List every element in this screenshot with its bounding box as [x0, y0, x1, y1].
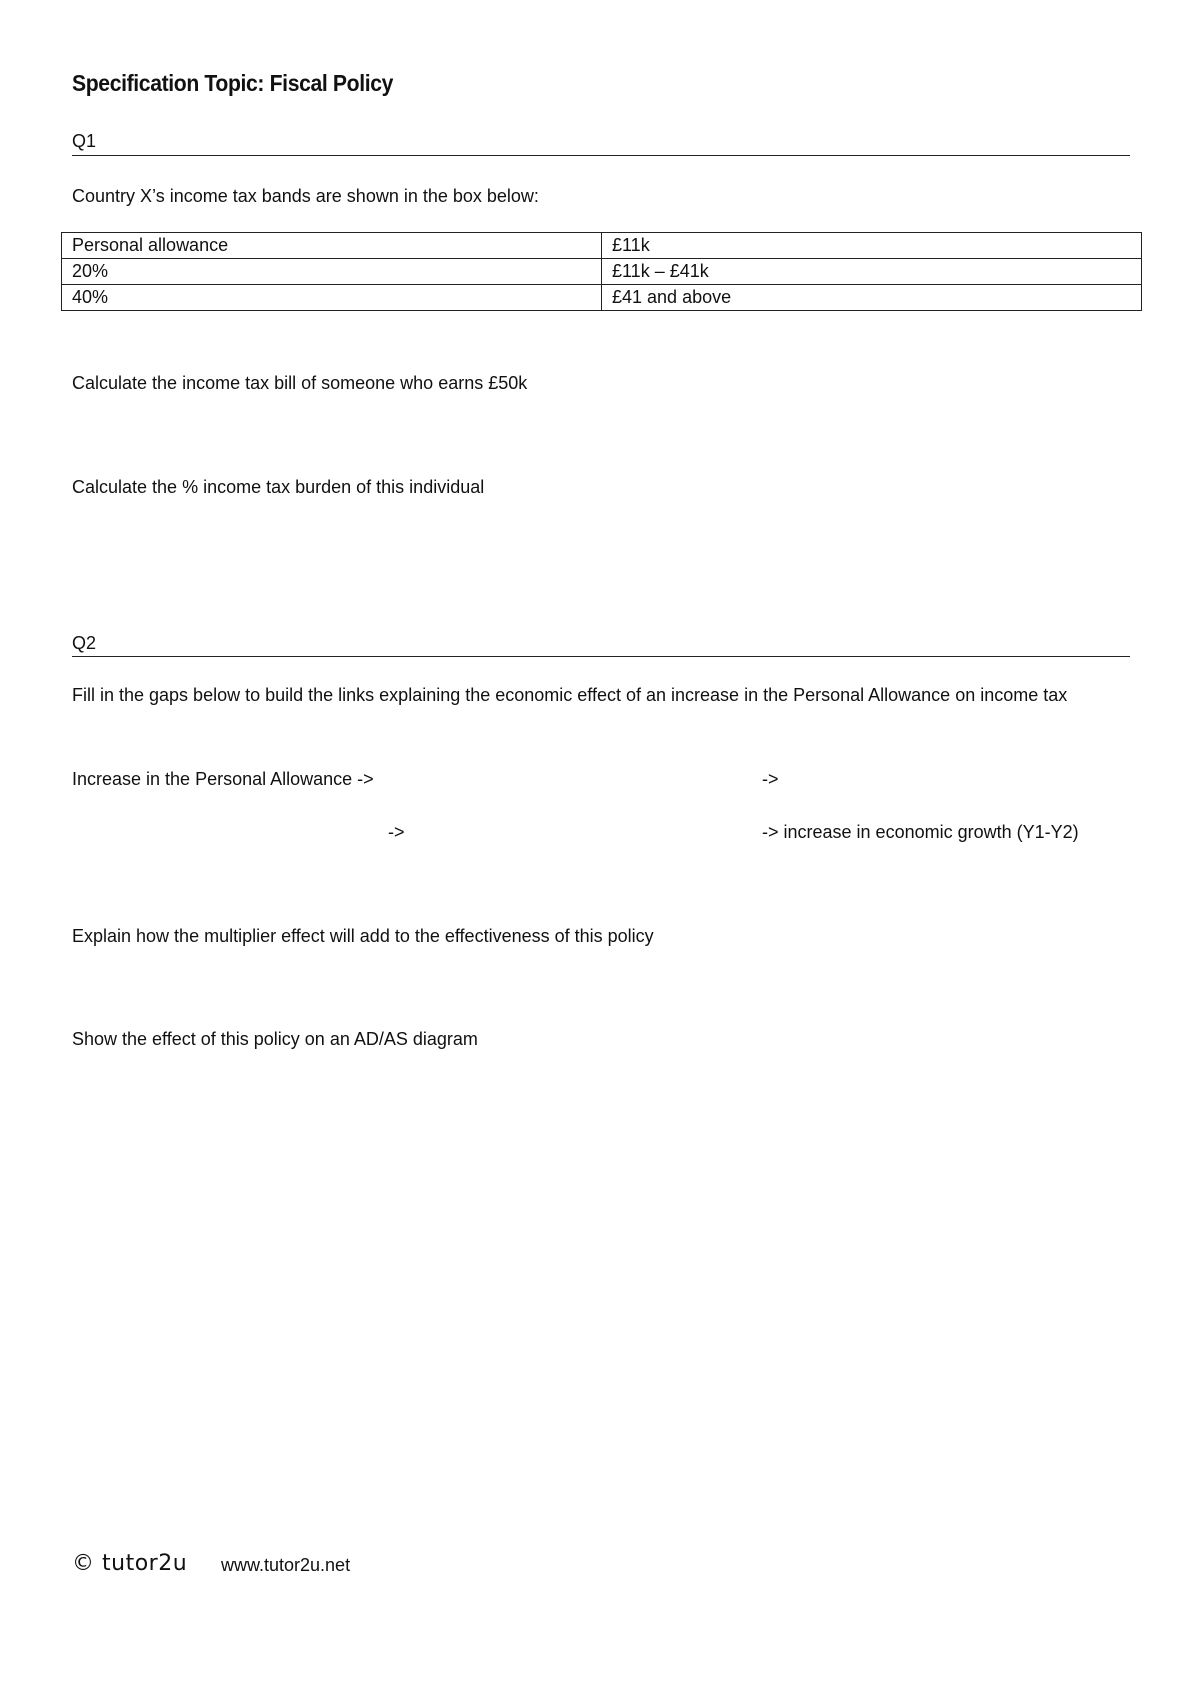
q2-divider — [72, 656, 1130, 657]
footer-url: www.tutor2u.net — [221, 1555, 351, 1575]
q1-divider — [72, 155, 1130, 156]
q2-prompt-multiplier: Explain how the multiplier effect will add to the effectiveness of this policy — [72, 926, 654, 946]
chain-row1-arrow: -> — [762, 769, 779, 789]
page-title: Specification Topic: Fiscal Policy — [72, 70, 394, 96]
footer-brand: © tutor2u — [72, 1551, 188, 1576]
q1-prompt-tax-bill: Calculate the income tax bill of someone who earns £50k — [72, 373, 528, 393]
tax-bands-table — [61, 232, 1142, 311]
band-range: £41 and above — [602, 285, 1142, 311]
band-range: £11k – £41k — [602, 259, 1142, 285]
chain-row1-start: Increase in the Personal Allowance -> — [72, 769, 374, 789]
table-row — [62, 259, 1142, 285]
q1-prompt-tax-burden: Calculate the % income tax burden of this individual — [72, 477, 485, 497]
q1-label: Q1 — [72, 131, 97, 151]
q2-intro: Fill in the gaps below to build the links explaining the economic effect of an increase in the Personal Allowance on income tax — [72, 685, 1068, 705]
table-row — [62, 285, 1142, 311]
table-row — [62, 233, 1142, 259]
band-label: Personal allowance — [62, 233, 602, 259]
q1-intro: Country X’s income tax bands are shown in the box below: — [72, 186, 539, 206]
q2-prompt-adas-diagram: Show the effect of this policy on an AD/AS diagram — [72, 1029, 478, 1049]
band-label: 20% — [62, 259, 602, 285]
q2-label: Q2 — [72, 633, 97, 653]
band-label: 40% — [62, 285, 602, 311]
chain-row2-arrow: -> — [388, 822, 405, 842]
band-range: £11k — [602, 233, 1142, 259]
chain-row2-end: -> increase in economic growth (Y1-Y2) — [762, 822, 1079, 842]
